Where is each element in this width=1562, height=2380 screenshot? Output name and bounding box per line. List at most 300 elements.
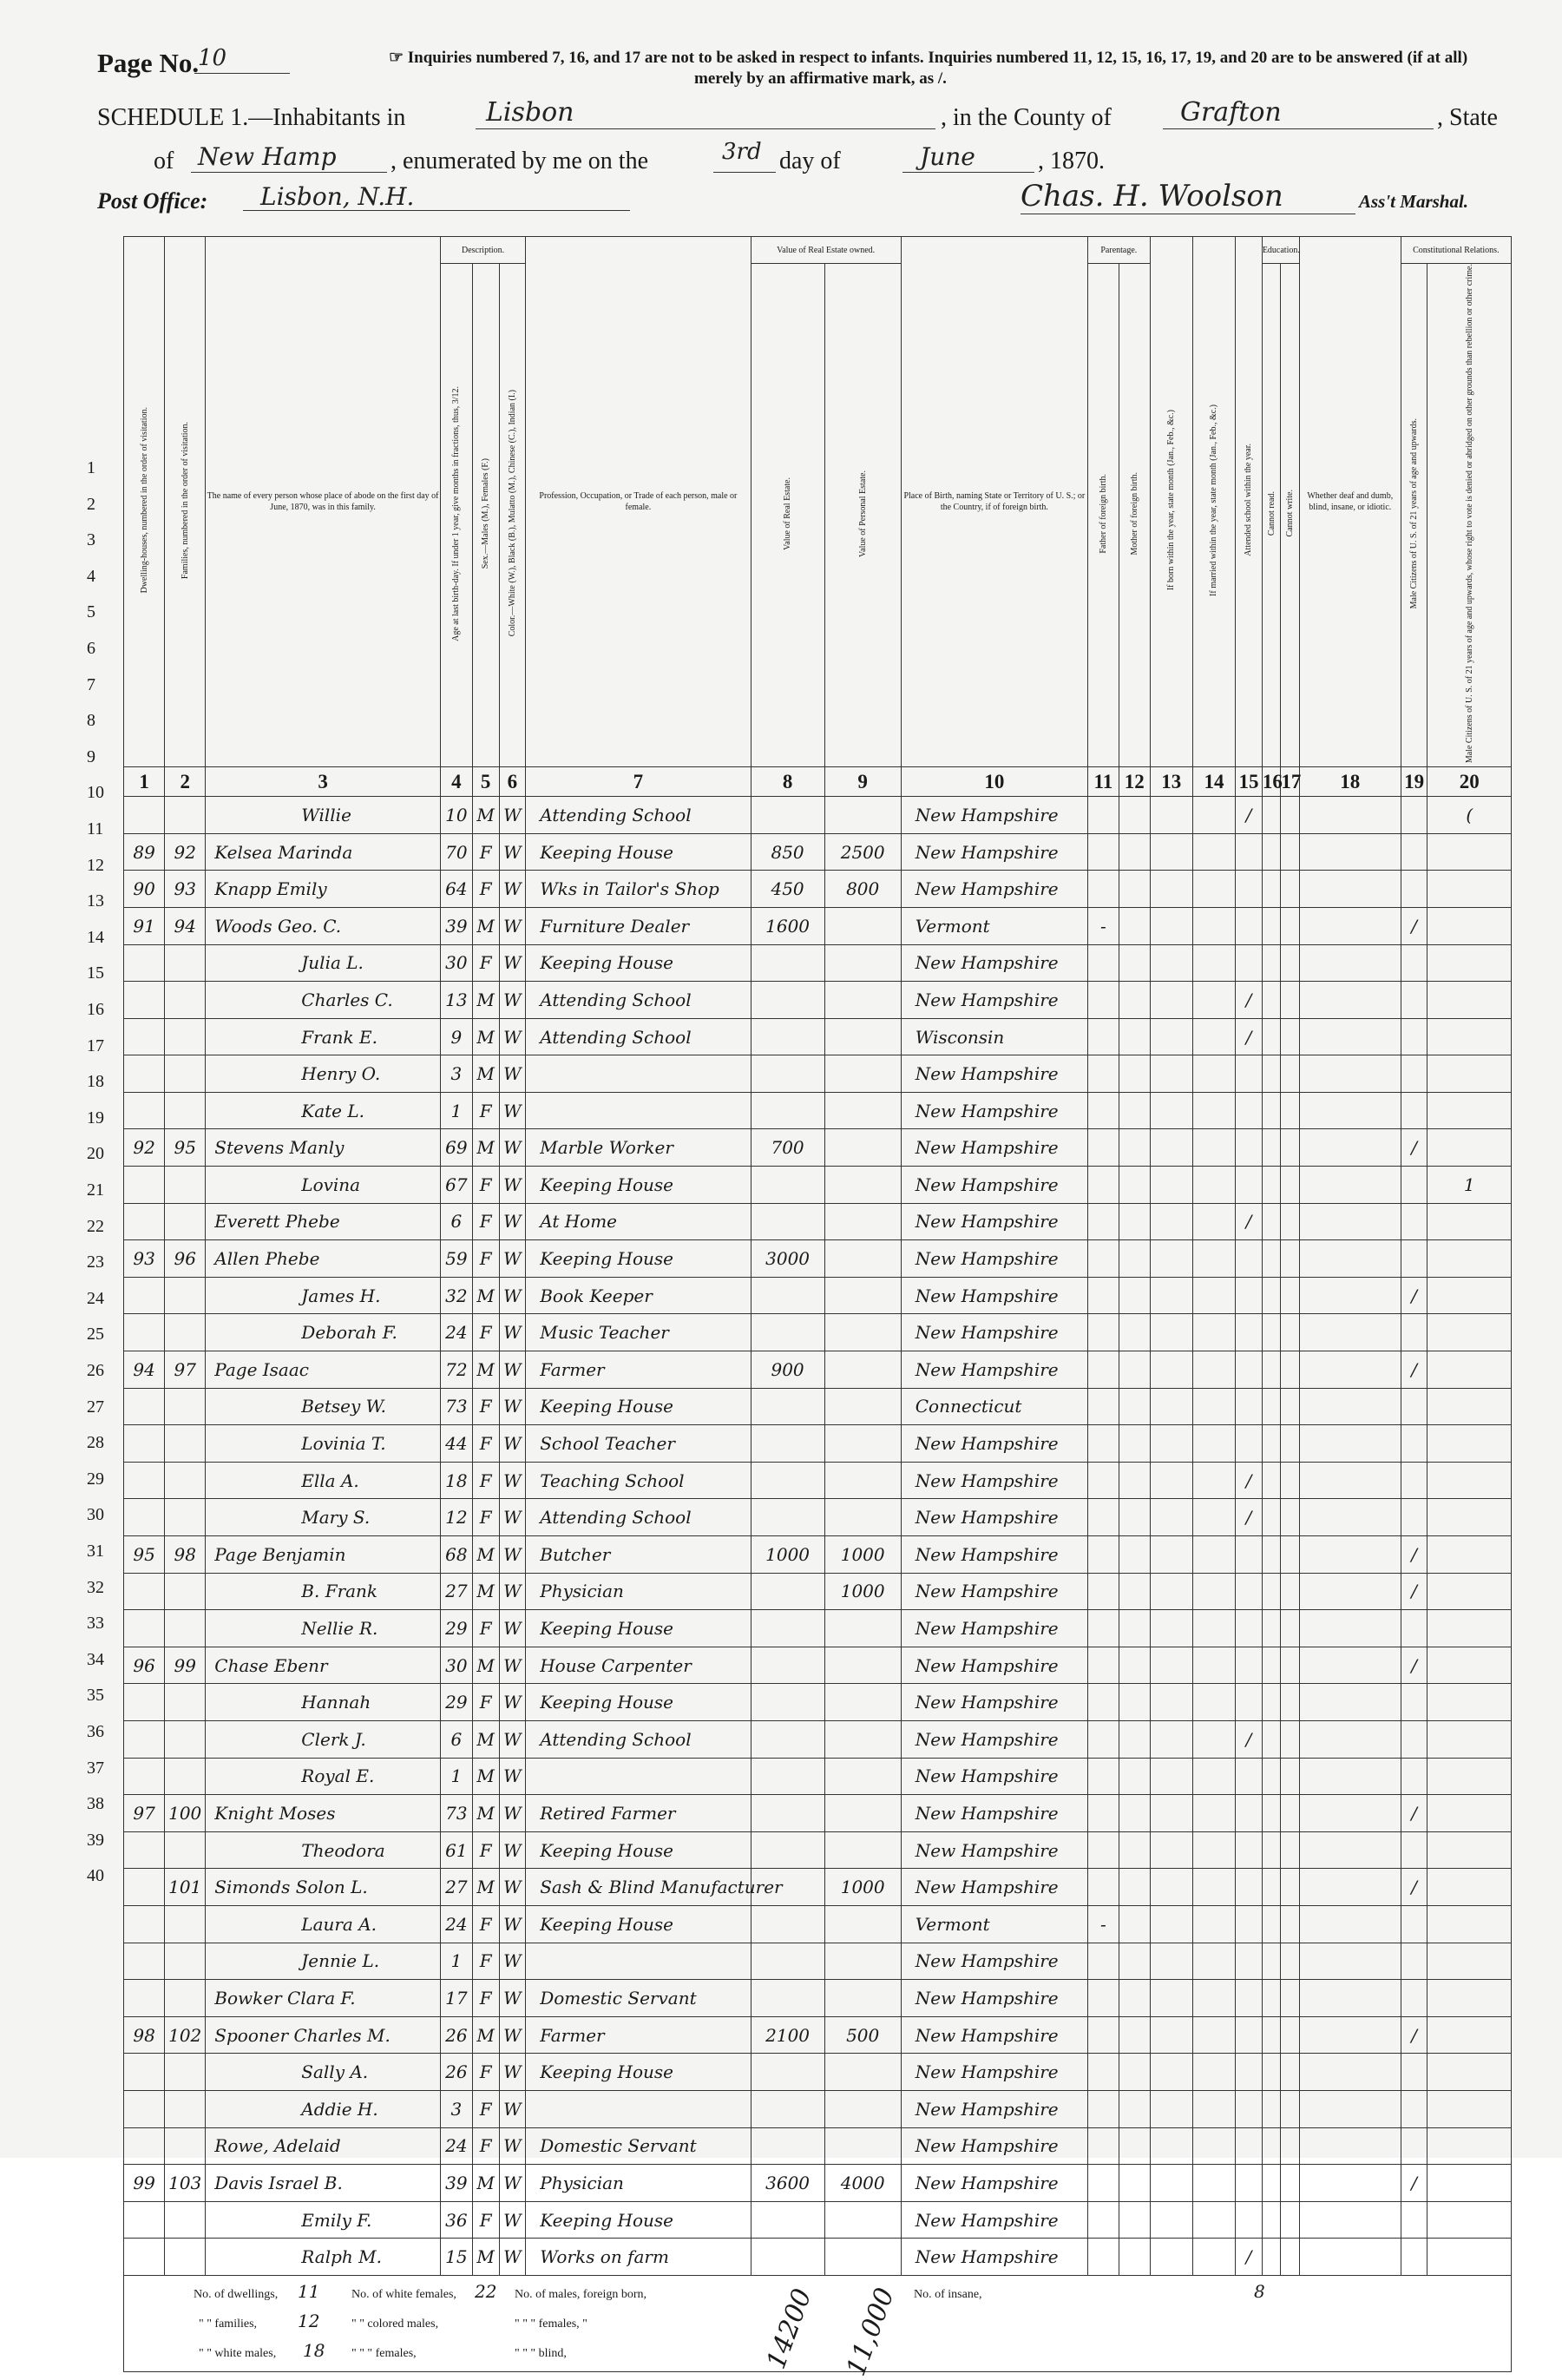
vote-denied	[1427, 1462, 1512, 1499]
father-foreign	[1087, 1943, 1119, 1980]
dwellings-label: No. of dwellings,	[194, 2287, 279, 2301]
mother-foreign	[1119, 1425, 1150, 1463]
born-in-year	[1150, 2054, 1192, 2091]
deaf-blind	[1299, 1055, 1401, 1093]
census-row	[124, 2016, 1512, 2054]
color: W	[499, 1167, 526, 1204]
married-in-year	[1192, 1462, 1235, 1499]
line-number: 4	[87, 566, 95, 586]
occupation: Furniture Dealer	[526, 907, 751, 944]
sex: F	[472, 1167, 499, 1204]
person-name: Henry O.	[206, 1055, 441, 1093]
deaf-blind	[1299, 1758, 1401, 1795]
foreign-born-label: No. of males, foreign born,	[515, 2287, 647, 2301]
sex: F	[472, 1240, 499, 1278]
male-citizen	[1401, 1499, 1427, 1536]
real-estate-value	[751, 1905, 824, 1943]
vote-denied	[1427, 1869, 1512, 1906]
deaf-blind	[1299, 1167, 1401, 1204]
deaf-blind	[1299, 1831, 1401, 1869]
occupation: Works on farm	[526, 2239, 751, 2276]
occupation: Keeping House	[526, 1388, 751, 1425]
census-row	[124, 2165, 1512, 2202]
sex: F	[472, 944, 499, 982]
person-name: Stevens Manly	[206, 1129, 441, 1167]
census-row	[124, 1314, 1512, 1351]
family-number	[165, 2054, 206, 2091]
father-foreign	[1087, 1388, 1119, 1425]
census-row	[124, 2127, 1512, 2165]
attended-school	[1236, 1758, 1263, 1795]
color: W	[499, 1980, 526, 2017]
birthplace: New Hampshire	[901, 2239, 1087, 2276]
deaf-blind	[1299, 1129, 1401, 1167]
family-number: 92	[165, 833, 206, 871]
cannot-write	[1281, 871, 1300, 908]
group-header-description: Description.	[440, 237, 525, 264]
birthplace: New Hampshire	[901, 1129, 1087, 1167]
personal-estate-value	[824, 1831, 901, 1869]
line-number: 10	[87, 783, 104, 803]
family-number: 96	[165, 1240, 206, 1278]
born-in-year	[1150, 1167, 1192, 1204]
post-office-underline	[243, 210, 630, 211]
age: 24	[440, 2127, 472, 2165]
deaf-blind	[1299, 2201, 1401, 2239]
cannot-write	[1281, 2016, 1300, 2054]
sex: M	[472, 1129, 499, 1167]
mother-foreign	[1119, 2054, 1150, 2091]
sex: F	[472, 1388, 499, 1425]
cannot-write	[1281, 1758, 1300, 1795]
line-number: 17	[87, 1035, 104, 1055]
male-citizen: /	[1401, 1351, 1427, 1389]
person-name: Addie H.	[206, 2090, 441, 2127]
father-foreign	[1087, 2239, 1119, 2276]
father-foreign	[1087, 2127, 1119, 2165]
deaf-blind	[1299, 871, 1401, 908]
attended-school	[1236, 1314, 1263, 1351]
mother-foreign	[1119, 1167, 1150, 1204]
age: 29	[440, 1610, 472, 1647]
person-name: Rowe, Adelaid	[206, 2127, 441, 2165]
family-number: 93	[165, 871, 206, 908]
attended-school	[1236, 1055, 1263, 1093]
line-number: 14	[87, 927, 104, 947]
person-name: Theodora	[206, 1831, 441, 1869]
vote-denied	[1427, 1684, 1512, 1721]
vote-denied	[1427, 1388, 1512, 1425]
birthplace: New Hampshire	[901, 1536, 1087, 1574]
mother-foreign	[1119, 1462, 1150, 1499]
cannot-read	[1262, 1610, 1281, 1647]
person-name: Everett Phebe	[206, 1203, 441, 1240]
dwelling-number	[124, 1831, 165, 1869]
real-estate-value: 900	[751, 1351, 824, 1389]
age: 3	[440, 1055, 472, 1093]
occupation: Keeping House	[526, 944, 751, 982]
col-header-mother-foreign: Mother of foreign birth.	[1119, 264, 1150, 767]
col-header-color: Color.—White (W.), Black (B.), Mulatto (M.), Chinese (C.), Indian (I.)	[499, 264, 526, 767]
real-estate-value: 450	[751, 871, 824, 908]
sex: F	[472, 1684, 499, 1721]
deaf-blind	[1299, 1869, 1401, 1906]
birthplace: New Hampshire	[901, 1277, 1087, 1314]
father-foreign	[1087, 944, 1119, 982]
mother-foreign	[1119, 1018, 1150, 1055]
line-number: 33	[87, 1614, 104, 1634]
married-in-year	[1192, 1536, 1235, 1574]
father-foreign	[1087, 2054, 1119, 2091]
born-in-year	[1150, 1092, 1192, 1129]
born-in-year	[1150, 1314, 1192, 1351]
column-number: 11	[1087, 767, 1119, 797]
cannot-write	[1281, 1055, 1300, 1093]
born-in-year	[1150, 1573, 1192, 1610]
occupation: Butcher	[526, 1536, 751, 1574]
personal-estate-value	[824, 1129, 901, 1167]
dwelling-number	[124, 944, 165, 982]
cannot-read	[1262, 1720, 1281, 1758]
male-citizen: /	[1401, 2016, 1427, 2054]
born-in-year	[1150, 833, 1192, 871]
married-in-year	[1192, 2165, 1235, 2202]
real-estate-value: 3600	[751, 2165, 824, 2202]
color: W	[499, 1129, 526, 1167]
of-label: of	[154, 148, 174, 174]
families-label: " " families,	[199, 2317, 258, 2331]
male-citizen	[1401, 2239, 1427, 2276]
family-number	[165, 1980, 206, 2017]
color: W	[499, 1018, 526, 1055]
attended-school: /	[1236, 1499, 1263, 1536]
real-estate-value: 700	[751, 1129, 824, 1167]
personal-estate-value	[824, 797, 901, 834]
cannot-write	[1281, 1092, 1300, 1129]
married-in-year	[1192, 2054, 1235, 2091]
family-number	[165, 944, 206, 982]
sex: F	[472, 1203, 499, 1240]
personal-estate-value	[824, 1943, 901, 1980]
deaf-blind	[1299, 2054, 1401, 2091]
color: W	[499, 1203, 526, 1240]
line-number: 22	[87, 1216, 104, 1236]
line-number: 34	[87, 1649, 104, 1669]
person-name: Julia L.	[206, 944, 441, 982]
born-in-year	[1150, 871, 1192, 908]
person-name: Ralph M.	[206, 2239, 441, 2276]
mother-foreign	[1119, 1795, 1150, 1832]
deaf-blind	[1299, 1240, 1401, 1278]
person-name: Lovinia T.	[206, 1425, 441, 1463]
person-name: Betsey W.	[206, 1388, 441, 1425]
deaf-blind	[1299, 1203, 1401, 1240]
census-row	[124, 1831, 1512, 1869]
post-office-value: Lisbon, N.H.	[260, 182, 415, 211]
sex: F	[472, 1462, 499, 1499]
cannot-write	[1281, 1943, 1300, 1980]
vote-denied	[1427, 1018, 1512, 1055]
sex: M	[472, 1055, 499, 1093]
dwelling-number	[124, 1314, 165, 1351]
born-in-year	[1150, 2090, 1192, 2127]
deaf-blind	[1299, 1980, 1401, 2017]
real-estate-value	[751, 1610, 824, 1647]
mother-foreign	[1119, 1092, 1150, 1129]
born-in-year	[1150, 2239, 1192, 2276]
dwelling-number: 91	[124, 907, 165, 944]
personal-estate-value: 2500	[824, 833, 901, 871]
born-in-year	[1150, 1980, 1192, 2017]
cannot-write	[1281, 907, 1300, 944]
personal-estate-value: 1000	[824, 1573, 901, 1610]
cannot-read	[1262, 2127, 1281, 2165]
born-in-year	[1150, 907, 1192, 944]
county-value: Grafton	[1180, 97, 1282, 128]
line-number: 5	[87, 602, 95, 622]
census-row	[124, 1462, 1512, 1499]
personal-estate-value	[824, 1720, 901, 1758]
attended-school	[1236, 1905, 1263, 1943]
personal-estate-value	[824, 1388, 901, 1425]
sex: M	[472, 1758, 499, 1795]
occupation: Physician	[526, 2165, 751, 2202]
family-number: 97	[165, 1351, 206, 1389]
col-header-cannot-read: Cannot read.	[1262, 264, 1281, 767]
cannot-read	[1262, 1684, 1281, 1721]
birthplace: New Hampshire	[901, 1314, 1087, 1351]
male-citizen	[1401, 2127, 1427, 2165]
occupation	[526, 1055, 751, 1093]
personal-estate-value	[824, 1203, 901, 1240]
col-header-vote-denied: Male Citizens of U. S. of 21 years of age and upwards, whose right to vote is denied or abridged on other grounds than rebellion or other crime.	[1427, 264, 1512, 767]
birthplace: New Hampshire	[901, 1610, 1087, 1647]
dwelling-number	[124, 1462, 165, 1499]
father-foreign	[1087, 1610, 1119, 1647]
age: 24	[440, 1314, 472, 1351]
color: W	[499, 1684, 526, 1721]
real-estate-value: 2100	[751, 2016, 824, 2054]
age: 32	[440, 1277, 472, 1314]
vote-denied	[1427, 1240, 1512, 1278]
vote-denied	[1427, 833, 1512, 871]
personal-estate-value	[824, 2239, 901, 2276]
born-in-year	[1150, 982, 1192, 1019]
father-foreign	[1087, 1831, 1119, 1869]
vote-denied	[1427, 2090, 1512, 2127]
vote-denied	[1427, 1573, 1512, 1610]
census-row	[124, 2090, 1512, 2127]
sex: F	[472, 2090, 499, 2127]
sex: M	[472, 1573, 499, 1610]
sex: M	[472, 2239, 499, 2276]
line-number: 16	[87, 1000, 104, 1019]
color: W	[499, 1943, 526, 1980]
col-header-occupation: Profession, Occupation, or Trade of each person, male or female.	[526, 237, 751, 767]
age: 68	[440, 1536, 472, 1574]
born-in-year	[1150, 797, 1192, 834]
married-in-year	[1192, 1943, 1235, 1980]
real-estate-value: 850	[751, 833, 824, 871]
color: W	[499, 1462, 526, 1499]
personal-estate-value	[824, 1277, 901, 1314]
attended-school	[1236, 1684, 1263, 1721]
occupation: Marble Worker	[526, 1129, 751, 1167]
mother-foreign	[1119, 1573, 1150, 1610]
sex: F	[472, 1943, 499, 1980]
age: 29	[440, 1684, 472, 1721]
sex: F	[472, 1425, 499, 1463]
deaf-blind	[1299, 982, 1401, 1019]
census-row	[124, 1388, 1512, 1425]
mother-foreign	[1119, 1388, 1150, 1425]
census-row	[124, 1573, 1512, 1610]
cannot-write	[1281, 833, 1300, 871]
column-number: 16	[1262, 767, 1281, 797]
line-number: 30	[87, 1505, 104, 1525]
person-name: Ella A.	[206, 1462, 441, 1499]
inhabitants-in-value: Lisbon	[486, 97, 574, 128]
enumerated-label: , enumerated by me on the	[390, 148, 649, 174]
family-number	[165, 1388, 206, 1425]
real-estate-value: 3000	[751, 1240, 824, 1278]
married-in-year	[1192, 2090, 1235, 2127]
cannot-write	[1281, 1425, 1300, 1463]
birthplace: New Hampshire	[901, 1720, 1087, 1758]
male-citizen	[1401, 1203, 1427, 1240]
dwelling-number	[124, 1905, 165, 1943]
vote-denied	[1427, 2165, 1512, 2202]
age: 6	[440, 1203, 472, 1240]
mother-foreign	[1119, 1240, 1150, 1278]
age: 26	[440, 2054, 472, 2091]
father-foreign	[1087, 1092, 1119, 1129]
census-row	[124, 1869, 1512, 1906]
born-in-year	[1150, 1831, 1192, 1869]
column-number: 5	[472, 767, 499, 797]
family-number	[165, 1831, 206, 1869]
attended-school	[1236, 2201, 1263, 2239]
person-name: Chase Ebenr	[206, 1647, 441, 1684]
line-number: 2	[87, 494, 95, 514]
age: 59	[440, 1240, 472, 1278]
attended-school: /	[1236, 2239, 1263, 2276]
vote-denied	[1427, 1314, 1512, 1351]
married-in-year	[1192, 944, 1235, 982]
person-name: Allen Phebe	[206, 1240, 441, 1278]
col-header-families: Families, numbered in the order of visitation.	[165, 237, 206, 767]
deaf-blind	[1299, 944, 1401, 982]
column-number: 9	[824, 767, 901, 797]
column-number: 6	[499, 767, 526, 797]
male-citizen: /	[1401, 1869, 1427, 1906]
attended-school	[1236, 1167, 1263, 1204]
real-estate-value	[751, 1573, 824, 1610]
real-estate-value	[751, 1758, 824, 1795]
family-number	[165, 1720, 206, 1758]
attended-school	[1236, 1351, 1263, 1389]
occupation: House Carpenter	[526, 1647, 751, 1684]
male-citizen	[1401, 1314, 1427, 1351]
married-in-year	[1192, 907, 1235, 944]
census-row	[124, 944, 1512, 982]
cannot-write	[1281, 982, 1300, 1019]
attended-school	[1236, 1647, 1263, 1684]
deaf-blind	[1299, 1499, 1401, 1536]
mother-foreign	[1119, 1203, 1150, 1240]
attended-school	[1236, 1795, 1263, 1832]
column-number: 10	[901, 767, 1087, 797]
dwelling-number	[124, 2239, 165, 2276]
mother-foreign	[1119, 2016, 1150, 2054]
mother-foreign	[1119, 1055, 1150, 1093]
attended-school: /	[1236, 982, 1263, 1019]
deaf-blind	[1299, 1795, 1401, 1832]
color: W	[499, 1277, 526, 1314]
cannot-write	[1281, 1203, 1300, 1240]
male-citizen: /	[1401, 1795, 1427, 1832]
married-in-year	[1192, 2016, 1235, 2054]
line-number: 36	[87, 1722, 104, 1741]
dwellings-count: 11	[298, 2280, 320, 2302]
vote-denied	[1427, 1943, 1512, 1980]
column-number: 8	[751, 767, 824, 797]
personal-estate-value	[824, 1684, 901, 1721]
color: W	[499, 1573, 526, 1610]
male-citizen	[1401, 1018, 1427, 1055]
born-in-year	[1150, 1351, 1192, 1389]
born-in-year	[1150, 1499, 1192, 1536]
cannot-write	[1281, 1129, 1300, 1167]
color: W	[499, 797, 526, 834]
male-citizen	[1401, 1905, 1427, 1943]
line-number: 32	[87, 1577, 104, 1597]
deaf-blind	[1299, 1684, 1401, 1721]
cannot-write	[1281, 2165, 1300, 2202]
deaf-blind	[1299, 1720, 1401, 1758]
day-of-label: day of	[779, 148, 841, 174]
married-in-year	[1192, 2201, 1235, 2239]
dwelling-number	[124, 1684, 165, 1721]
sex: M	[472, 1720, 499, 1758]
personal-estate-value	[824, 1240, 901, 1278]
cannot-write	[1281, 1277, 1300, 1314]
personal-estate-value	[824, 1795, 901, 1832]
married-in-year	[1192, 1314, 1235, 1351]
column-number: 14	[1192, 767, 1235, 797]
married-in-year	[1192, 1092, 1235, 1129]
vote-denied	[1427, 1129, 1512, 1167]
census-row	[124, 2201, 1512, 2239]
age: 1	[440, 1092, 472, 1129]
attended-school	[1236, 1129, 1263, 1167]
cannot-write	[1281, 1684, 1300, 1721]
married-in-year	[1192, 1684, 1235, 1721]
father-foreign	[1087, 1425, 1119, 1463]
personal-estate-value	[824, 1610, 901, 1647]
deaf-blind	[1299, 1425, 1401, 1463]
occupation	[526, 1943, 751, 1980]
color: W	[499, 1388, 526, 1425]
group-header-value: Value of Real Estate owned.	[751, 237, 901, 264]
age: 18	[440, 1462, 472, 1499]
census-table	[123, 236, 1512, 2380]
born-in-year	[1150, 1905, 1192, 1943]
mother-foreign	[1119, 1351, 1150, 1389]
color: W	[499, 1425, 526, 1463]
attended-school	[1236, 944, 1263, 982]
married-in-year	[1192, 1018, 1235, 1055]
